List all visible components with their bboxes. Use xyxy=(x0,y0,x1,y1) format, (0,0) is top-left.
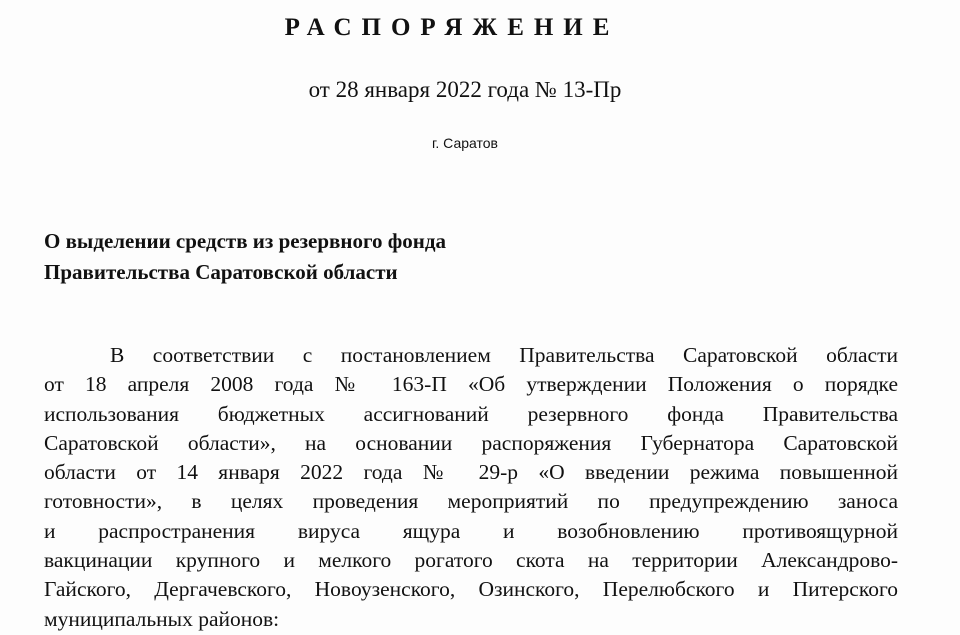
document-body xyxy=(44,341,898,634)
body-line: вакцинации крупного и мелкого рогатого скота на территории Александрово- xyxy=(44,548,898,573)
body-line: области от 14 января 2022 года № 29-р «О введении режима повышенной xyxy=(44,460,898,485)
body-line: Гайского, Дергачевского, Новоузенского, Озинского, Перелюбского и Питерского xyxy=(44,577,898,602)
body-line: от 18 апреля 2008 года № 163-П «Об утверждении Положения о порядке xyxy=(44,372,898,397)
document-city: г. Саратов xyxy=(432,135,498,151)
document-subject xyxy=(44,226,446,288)
body-line: и распространения вируса ящура и возобновлению противоящурной xyxy=(44,518,898,543)
document-date: от 28 января 2022 года № 13-Пр xyxy=(308,77,622,102)
subject-line: Правительства Саратовской области xyxy=(44,260,398,284)
body-line: муниципальных районов: xyxy=(44,606,280,631)
document-title: РАСПОРЯЖЕНИЕ xyxy=(284,14,620,41)
body-line: В соответствии с постановлением Правительства Саратовской области xyxy=(110,343,898,367)
body-line: использования бюджетных ассигнований резервного фонда Правительства xyxy=(44,401,898,426)
subject-line: О выделении средств из резервного фонда xyxy=(44,229,446,253)
body-line: готовности», в целях проведения мероприятий по предупреждению заноса xyxy=(44,489,898,514)
body-line: Саратовской области», на основании распоряжения Губернатора Саратовской xyxy=(44,430,898,455)
